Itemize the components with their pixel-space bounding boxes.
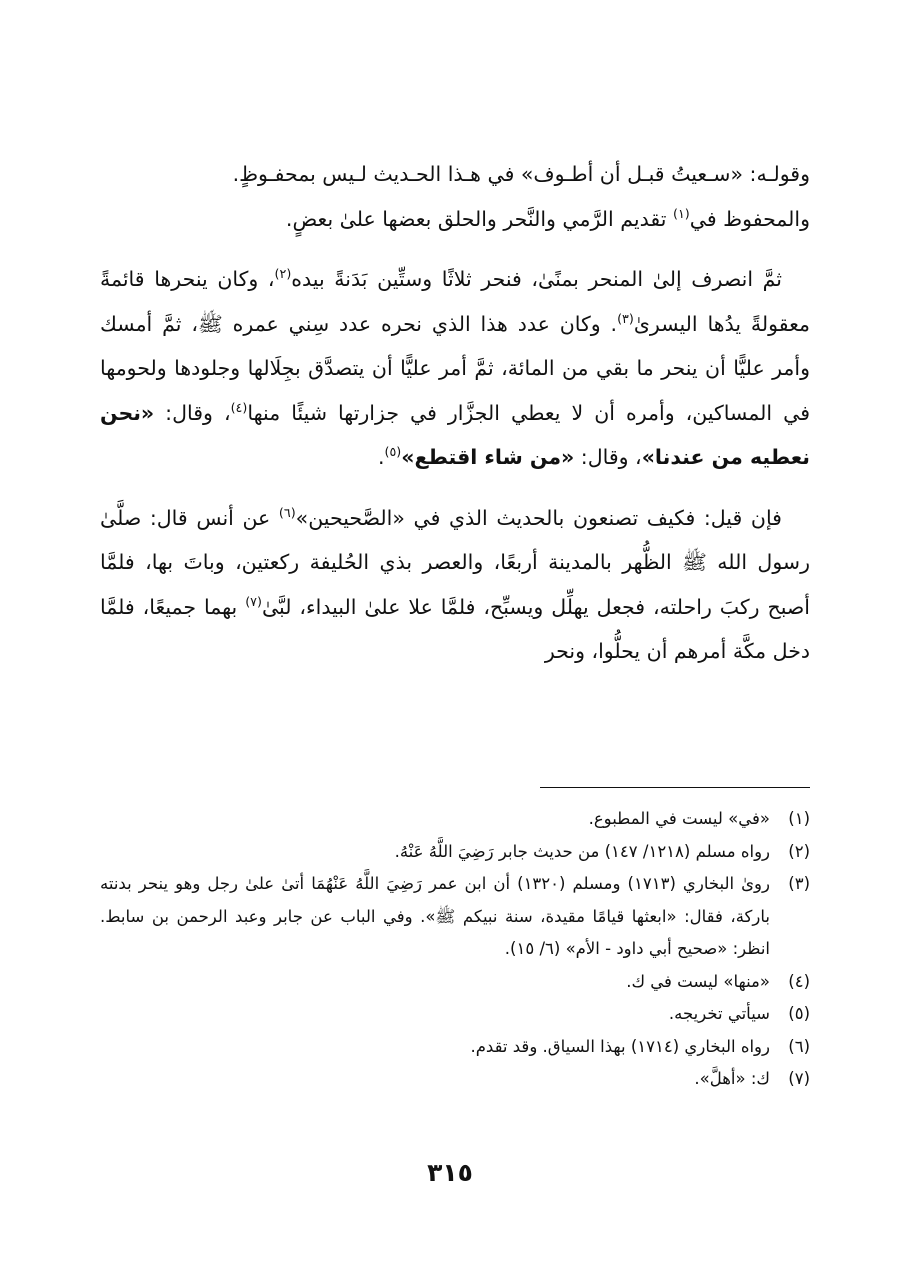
footnote-ref-3: (٣) xyxy=(617,310,634,326)
footnote-ref-1: (١) xyxy=(672,205,690,221)
footnote-number: (٤) xyxy=(788,971,810,991)
footnote-text: ك: «أهلَّ». xyxy=(694,1069,770,1088)
footnote-ref-2: (٢) xyxy=(274,266,292,282)
paragraph-2-part-d: ، وقال: xyxy=(154,400,231,425)
footnote-number: (٣) xyxy=(788,874,810,893)
footnotes xyxy=(100,803,810,1096)
footnote-number: (٥) xyxy=(788,1004,810,1023)
footnote-number: (١) xyxy=(788,809,810,828)
footnote-ref-5: (٥) xyxy=(384,444,402,460)
paragraph-3-part-b: عن أنس قال: صلَّىٰ رسول الله ﷺ الظُّهر بالمدينة أربعًا، والعصر بذي الحُليفة ركعتين، وباتَ بها، فلمَّا أصبح ركبَ راحلته، فجعل يهلِّل ويسبِّح، فلمَّا علا علىٰ البيداء، لبَّىٰ xyxy=(100,505,811,619)
paragraph-1-line-1: وقولـه: «سـعيتُ قبـل أن أطـوف» في هـذا الحـديث لـيس بمحفـوظٍ. xyxy=(232,162,810,186)
footnote-item xyxy=(100,836,810,869)
footnote-number: (٢) xyxy=(788,841,810,861)
footnote-text: سيأتي تخريجه. xyxy=(668,1004,770,1023)
paragraph-2-part-f: . xyxy=(377,445,385,469)
footnote-ref-6: (٦) xyxy=(278,504,296,520)
paragraph-2-part-c: . وكان عدد هذا الذي نحره عدد سِني عمره ﷺ، ثمَّ أمسك وأمر عليًّا أن ينحر ما بقي من المائة، ثمَّ أمر عليًّا أن يتصدَّق بجِلَالها وجلودها ولحومها في المساكين، وأمره أن لا يعطي الجزَّار في جزارتها شيئًا منها xyxy=(100,311,810,425)
footnote-separator xyxy=(540,787,810,788)
footnote-text: رواه مسلم (١٢١٨/ ١٤٧) من حديث جابر رَضِيَ اللَّهُ عَنْهُ. xyxy=(394,841,770,861)
paragraph-2-part-e: ، وقال: xyxy=(574,445,642,469)
footnote-text: «منها» ليست في ك. xyxy=(626,971,770,991)
paragraph-2-part-a: ثمَّ انصرف إلىٰ المنحر بمنًىٰ، فنحر ثلاثًا وستِّين بَدَنةً بيده xyxy=(291,267,782,291)
footnote-text: «في» ليست في المطبوع. xyxy=(588,809,770,828)
paragraph-3-part-c: بهما جميعًا، فلمَّا دخل مكَّة أمرهم أن يحلُّوا، ونحر xyxy=(100,594,810,663)
footnote-text: رواه البخاري (١٧١٤) بهذا السياق. وقد تقدم. xyxy=(470,1036,770,1056)
paragraph-3-part-a: فإن قيل: فكيف تصنعون بالحديث الذي في «الصَّحيحين» xyxy=(295,505,782,530)
paragraph-2-part-b: ، وكان ينحرها قائمةً معقولةً يدُها اليسرىٰ xyxy=(100,267,810,336)
page-number: ٣١٥ xyxy=(427,1158,473,1187)
footnote-item xyxy=(100,803,810,836)
paragraph-1 xyxy=(100,152,810,241)
footnote-item xyxy=(100,1063,810,1096)
footnote-text: روىٰ البخاري (١٧١٣) ومسلم (١٣٢٠) أن ابن عمر رَضِيَ اللَّهُ عَنْهُمَا أتىٰ علىٰ رجل وهو ينحر بدنته باركة، فقال: «ابعثها قيامًا مقيدة، سنة نبيكم ﷺ». وفي الباب عن جابر وعبد الرحمن بن سابط. انظر: «صحيح أبي داود - الأم» (٦/ ١٥). xyxy=(100,874,770,958)
footnote-item xyxy=(100,1031,810,1064)
paragraph-1-line-2-rest: تقديم الرَّمي والنَّحر والحلق بعضها علىٰ بعضٍ. xyxy=(285,206,673,231)
footnote-number: (٦) xyxy=(788,1036,810,1056)
footnote-number: (٧) xyxy=(788,1069,810,1088)
hadith-quote-1: «نحن نعطيه من عندنا» xyxy=(100,400,810,469)
paragraph-3 xyxy=(100,496,810,674)
paragraph-2 xyxy=(100,257,810,480)
main-text xyxy=(100,152,810,674)
paragraph-1-line-2: والمحفوظ في xyxy=(689,206,810,231)
footnote-item xyxy=(100,998,810,1031)
footnote-ref-7: (٧) xyxy=(245,593,262,609)
footnote-item xyxy=(100,868,810,966)
hadith-quote-2: «من شاء اقتطع» xyxy=(401,445,575,469)
footnote-item xyxy=(100,966,810,999)
footnote-ref-4: (٤) xyxy=(230,399,248,415)
